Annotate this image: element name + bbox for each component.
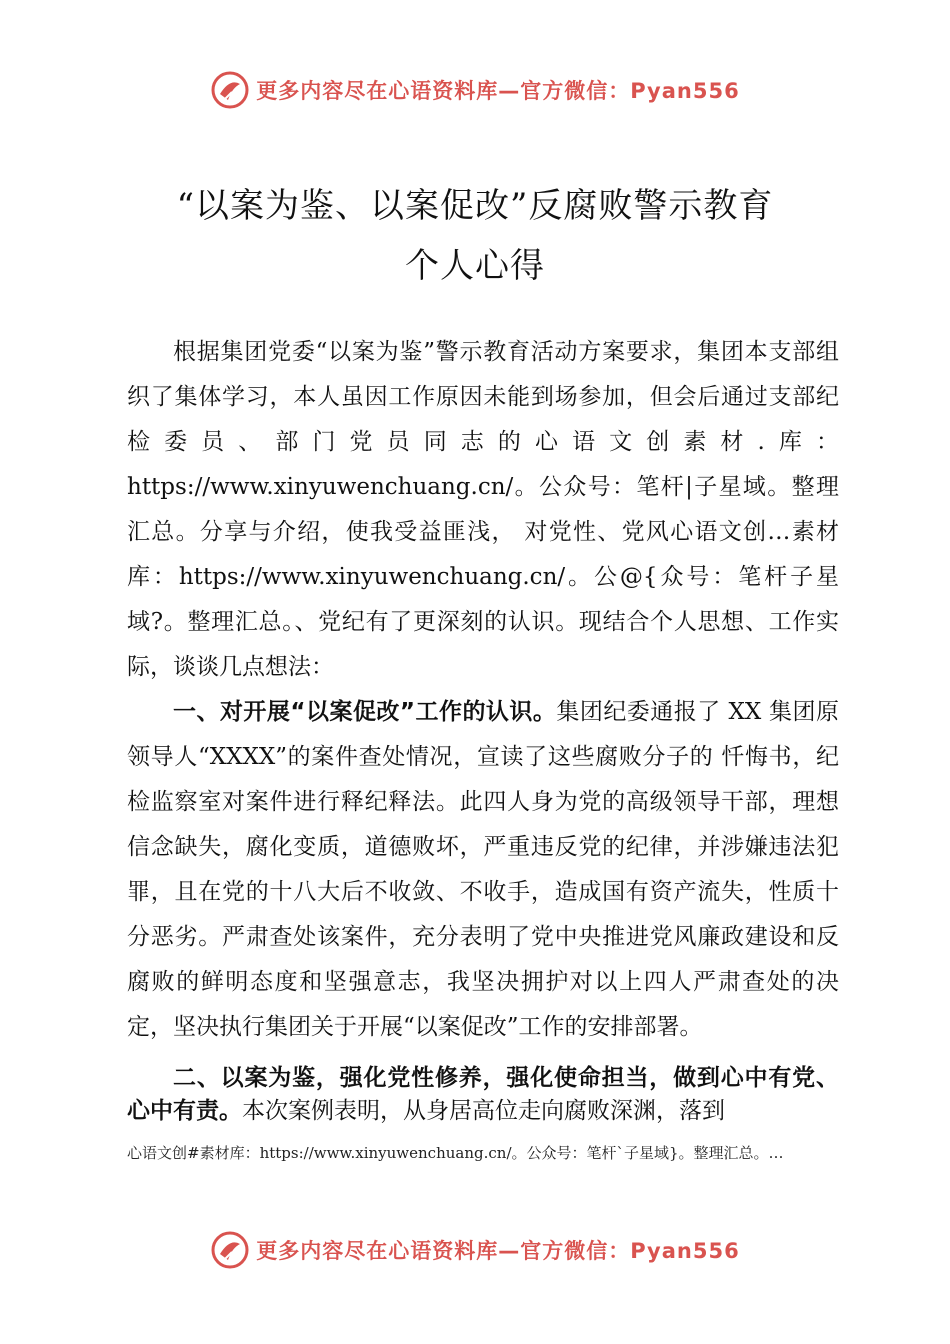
watermark-text: 更多内容尽在心语资料库—官方微信：Pyan556: [256, 1239, 740, 1263]
page-footer-note: 心语文创#素材库：https://www.xinyuwenchuang.cn/。公众号：笔杆`子星域}。整理汇总。…: [127, 1144, 784, 1162]
brand-logo-icon: [210, 1230, 250, 1270]
section-2-body: 本次案例表明，从身居高位走向腐败深渊，落到: [242, 1098, 725, 1124]
section-1-paragraph: [127, 690, 839, 1050]
section-2-heading: 二、以案为鉴，强化党性修养，强化使命担当，做到心中有党、心中有责。: [127, 1065, 839, 1124]
document-title-line-1: “以案为鉴、以案促改”反腐败警示教育: [176, 186, 774, 226]
brand-logo-icon: [210, 70, 250, 110]
top-watermark-banner: [0, 64, 950, 116]
intro-paragraph: 根据集团党委“以案为鉴”警示教育活动方案要求，集团本支部组织了集体学习，本人虽因工作原因未能到场参加，但会后通过支部纪检委员、部门党员同志的心语文创素材.库：https://www.xinyuwenchuang.cn/。公众号：笔杆|子星域。整理汇总。分享与介绍，使我受益匪浅， 对党性、党风心语文创…素材库：https://www.xinyuwenchuang.cn/。公@{众号：笔杆子星域?。整理汇总。、党纪有了更深刻的认识。现结合个人思想、工作实际，谈谈几点想法：: [127, 339, 839, 680]
section-1-heading: 一、对开展“以案促改”工作的认识。: [173, 699, 557, 725]
document-title-line-2: 个人心得: [405, 246, 545, 286]
document-body: [127, 330, 839, 1128]
bottom-watermark-banner: [0, 1224, 950, 1276]
section-2-paragraph: [127, 1062, 839, 1128]
watermark-text: 更多内容尽在心语资料库—官方微信：Pyan556: [256, 79, 740, 103]
section-1-body: 集团纪委通报了 XX 集团原领导人“XXXX”的案件查处情况，宣读了这些腐败分子的 忏悔书，纪检监察室对案件进行释纪释法。此四人身为党的高级领导干部，理想信念缺失，腐化变质，道德败坏，严重违反党的纪律，并涉嫌违法犯罪，且在党的十八大后不收敛、不收手，造成国有资产流失，性质十分恶劣。严肃查处该案件，充分表明了党中央推进党风廉政建设和反腐败的鲜明态度和坚强意志，我坚决拥护对以上四人严肃查处的决定，坚决执行集团关于开展“以案促改”工作的安排部署。: [127, 699, 840, 1040]
